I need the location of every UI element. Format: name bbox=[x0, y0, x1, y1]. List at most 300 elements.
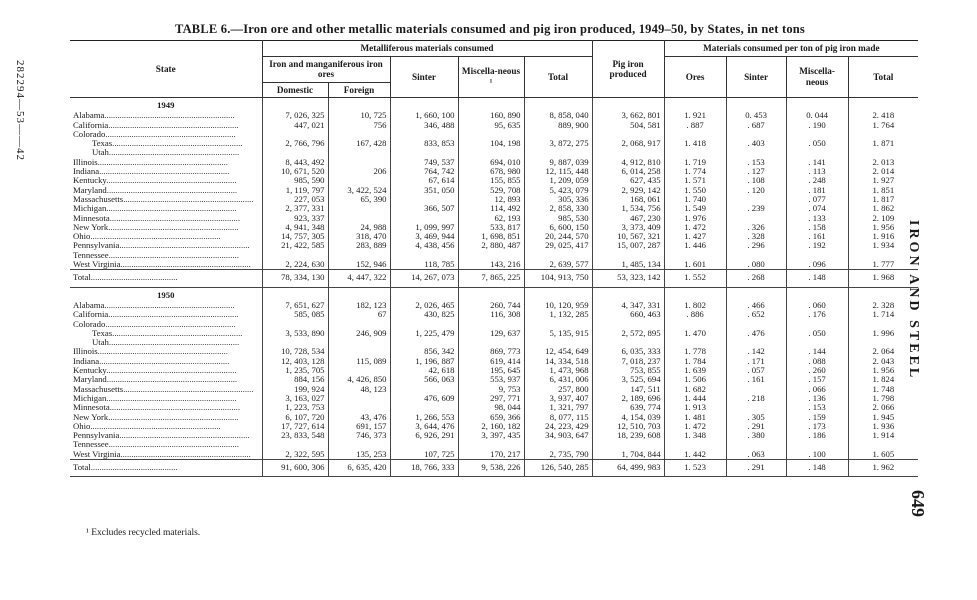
value-pig: 64, 499, 983 bbox=[592, 459, 664, 476]
value-misc: 2, 160, 182 bbox=[458, 422, 524, 431]
value-tot: 257, 800 bbox=[524, 385, 592, 394]
table-row bbox=[70, 260, 918, 270]
value-sin: 2, 026, 465 bbox=[390, 301, 458, 310]
value-ores: 1. 446 bbox=[664, 241, 726, 250]
value-tot: 2, 735, 790 bbox=[524, 450, 592, 460]
state-name: Pennsylvania bbox=[73, 431, 120, 441]
value-tot: 6, 600, 150 bbox=[524, 223, 592, 232]
value-dom: 17, 727, 614 bbox=[262, 422, 328, 431]
value-for: 115, 089 bbox=[328, 357, 390, 366]
state-cell bbox=[70, 223, 262, 232]
empty-cell bbox=[786, 287, 848, 301]
value-for bbox=[328, 204, 390, 213]
value-ores: . 887 bbox=[664, 121, 726, 130]
state-name: Alabama bbox=[73, 300, 105, 310]
header-state: State bbox=[70, 41, 262, 98]
value-for: 65, 390 bbox=[328, 195, 390, 204]
state-name: Texas bbox=[92, 139, 113, 149]
value-pig: 12, 510, 703 bbox=[592, 422, 664, 431]
leader-dots: ............................................................ bbox=[97, 347, 228, 357]
table-row bbox=[70, 450, 918, 460]
state-cell bbox=[70, 251, 262, 260]
table-body bbox=[70, 98, 918, 477]
value-dom: 4, 941, 348 bbox=[262, 223, 328, 232]
value-dom: 585, 085 bbox=[262, 310, 328, 319]
value-dom: 2, 377, 331 bbox=[262, 204, 328, 213]
table-row bbox=[70, 139, 918, 148]
state-name: Alabama bbox=[73, 111, 105, 121]
state-cell bbox=[70, 375, 262, 384]
value-misc: 1, 698, 851 bbox=[458, 232, 524, 241]
margin-code: 282294—53——42 bbox=[14, 60, 26, 161]
value-t2: 1. 851 bbox=[848, 186, 918, 195]
value-sin: 749, 537 bbox=[390, 158, 458, 167]
value-s2: . 296 bbox=[726, 241, 786, 250]
value-s2: . 268 bbox=[726, 270, 786, 287]
state-cell bbox=[70, 301, 262, 310]
value-pig: 3, 373, 409 bbox=[592, 223, 664, 232]
header-per-ton-group: Materials consumed per ton of pig iron made bbox=[664, 41, 918, 57]
empty-cell bbox=[592, 287, 664, 301]
table-container bbox=[70, 40, 898, 477]
value-misc: 260, 744 bbox=[458, 301, 524, 310]
value-for: 182, 123 bbox=[328, 301, 390, 310]
header-sinter: Sinter bbox=[390, 56, 458, 98]
state-cell bbox=[70, 167, 262, 176]
value-misc: 195, 645 bbox=[458, 366, 524, 375]
total-row bbox=[70, 270, 918, 287]
value-ores: 1. 740 bbox=[664, 195, 726, 204]
value-ores: 1. 682 bbox=[664, 385, 726, 394]
state-cell bbox=[70, 130, 262, 139]
value-m2: . 144 bbox=[786, 347, 848, 356]
header-misc: Miscella-neous ¹ bbox=[458, 56, 524, 98]
value-sin: 3, 469, 944 bbox=[390, 232, 458, 241]
value-tot: 8, 077, 115 bbox=[524, 413, 592, 422]
value-ores: 1. 472 bbox=[664, 422, 726, 431]
value-pig: 10, 567, 321 bbox=[592, 232, 664, 241]
value-m2: . 088 bbox=[786, 357, 848, 366]
value-ores: 1. 550 bbox=[664, 186, 726, 195]
value-dom: 8, 443, 492 bbox=[262, 158, 328, 167]
leader-dots: ............................................................ bbox=[99, 356, 230, 366]
value-tot: 29, 025, 417 bbox=[524, 241, 592, 250]
table-row bbox=[70, 431, 918, 440]
value-pig: 1, 704, 844 bbox=[592, 450, 664, 460]
value-t2: 2. 014 bbox=[848, 167, 918, 176]
leader-dots: ............................................................ bbox=[108, 250, 239, 260]
year-row bbox=[70, 98, 918, 112]
value-t2: 1. 605 bbox=[848, 450, 918, 460]
state-name: Illinois bbox=[73, 157, 98, 167]
value-pig: 467, 230 bbox=[592, 214, 664, 223]
leader-dots: ............................................................ bbox=[90, 232, 221, 242]
value-s2: . 687 bbox=[726, 121, 786, 130]
value-ores: 1. 774 bbox=[664, 167, 726, 176]
value-m2: . 181 bbox=[786, 186, 848, 195]
value-t2: 1. 714 bbox=[848, 310, 918, 319]
value-t2: 1. 996 bbox=[848, 329, 918, 338]
state-name: Colorado bbox=[73, 129, 106, 139]
value-misc: 12, 893 bbox=[458, 195, 524, 204]
state-cell bbox=[70, 158, 262, 167]
value-for: 206 bbox=[328, 167, 390, 176]
empty-cell bbox=[458, 98, 524, 112]
value-for: 318, 470 bbox=[328, 232, 390, 241]
value-s2: . 161 bbox=[726, 375, 786, 384]
value-dom: 12, 403, 128 bbox=[262, 357, 328, 366]
empty-cell bbox=[664, 98, 726, 112]
value-s2: . 328 bbox=[726, 232, 786, 241]
state-cell bbox=[70, 139, 262, 148]
value-dom: 3, 163, 027 bbox=[262, 394, 328, 403]
header-total-per-ton: Total bbox=[848, 56, 918, 98]
footnote: ¹ Excludes recycled materials. bbox=[86, 528, 201, 538]
value-dom: 10, 728, 534 bbox=[262, 347, 328, 356]
leader-dots: ............................................................ bbox=[119, 241, 250, 251]
value-dom: 2, 766, 796 bbox=[262, 139, 328, 148]
empty-cell bbox=[726, 98, 786, 112]
state-name: Texas bbox=[92, 328, 113, 338]
leader-dots: ............................................................ bbox=[108, 222, 239, 232]
value-m2: . 186 bbox=[786, 431, 848, 440]
value-t2: 1. 927 bbox=[848, 176, 918, 185]
value-ores: 1. 601 bbox=[664, 260, 726, 270]
value-m2: . 158 bbox=[786, 223, 848, 232]
value-m2: . 161 bbox=[786, 232, 848, 241]
value-sin: 6, 926, 291 bbox=[390, 431, 458, 440]
state-cell bbox=[70, 431, 262, 440]
value-dom: 21, 422, 585 bbox=[262, 241, 328, 250]
leader-dots: ........................................ bbox=[90, 272, 178, 283]
value-dom: 2, 224, 630 bbox=[262, 260, 328, 270]
leader-dots: ............................................................ bbox=[108, 440, 239, 450]
state-cell bbox=[70, 347, 262, 356]
value-misc: 869, 773 bbox=[458, 347, 524, 356]
value-t2: 1. 945 bbox=[848, 413, 918, 422]
value-for bbox=[328, 148, 390, 157]
leader-dots: ............................................................ bbox=[106, 393, 237, 403]
value-tot: 3, 872, 275 bbox=[524, 139, 592, 148]
state-cell bbox=[70, 260, 262, 270]
value-for: 283, 889 bbox=[328, 241, 390, 250]
value-s2: . 305 bbox=[726, 413, 786, 422]
value-pig: 6, 035, 333 bbox=[592, 347, 664, 356]
value-ores: 1. 442 bbox=[664, 450, 726, 460]
value-tot: 985, 530 bbox=[524, 214, 592, 223]
value-tot: 12, 454, 649 bbox=[524, 347, 592, 356]
empty-cell bbox=[786, 98, 848, 112]
year-label: 1949 bbox=[157, 100, 175, 110]
value-tot: 1, 209, 059 bbox=[524, 176, 592, 185]
value-sin: 14, 267, 073 bbox=[390, 270, 458, 287]
value-dom: 78, 334, 130 bbox=[262, 270, 328, 287]
leader-dots: ........................................ bbox=[90, 461, 178, 472]
header-foreign: Foreign bbox=[328, 82, 390, 98]
empty-cell bbox=[262, 98, 328, 112]
leader-dots: ............................................................ bbox=[108, 148, 240, 158]
value-ores: 1. 921 bbox=[664, 111, 726, 120]
value-tot: 2, 639, 577 bbox=[524, 260, 592, 270]
value-sin: 476, 609 bbox=[390, 394, 458, 403]
value-tot: 5, 423, 079 bbox=[524, 186, 592, 195]
state-name: Indiana bbox=[73, 356, 100, 366]
leader-dots: ............................................................ bbox=[123, 194, 254, 204]
leader-dots: ............................................................ bbox=[108, 338, 240, 348]
value-ores: 1. 506 bbox=[664, 375, 726, 384]
value-misc: 114, 492 bbox=[458, 204, 524, 213]
value-t2: 1. 748 bbox=[848, 385, 918, 394]
value-m2: . 176 bbox=[786, 310, 848, 319]
value-for bbox=[328, 338, 390, 347]
leader-dots: ............................................................ bbox=[109, 213, 240, 223]
value-s2: . 120 bbox=[726, 186, 786, 195]
state-cell bbox=[70, 385, 262, 394]
state-cell bbox=[70, 204, 262, 213]
value-s2: 0. 453 bbox=[726, 111, 786, 120]
state-name: Michigan bbox=[73, 204, 107, 214]
state-cell bbox=[70, 338, 262, 347]
value-dom: 1, 119, 797 bbox=[262, 186, 328, 195]
value-for: 43, 476 bbox=[328, 413, 390, 422]
value-s2: . 080 bbox=[726, 260, 786, 270]
leader-dots: ............................................................ bbox=[112, 328, 243, 338]
value-tot: 104, 913, 750 bbox=[524, 270, 592, 287]
value-sin: 42, 618 bbox=[390, 366, 458, 375]
value-m2: . 100 bbox=[786, 450, 848, 460]
header-ores: Ores bbox=[664, 56, 726, 98]
leader-dots: ............................................................ bbox=[90, 421, 221, 431]
value-pig: 15, 007, 287 bbox=[592, 241, 664, 250]
value-ores: 1. 571 bbox=[664, 176, 726, 185]
state-name: Utah bbox=[92, 338, 109, 348]
leader-dots: ............................................................ bbox=[108, 120, 239, 130]
state-cell bbox=[70, 121, 262, 130]
value-ores: 1. 418 bbox=[664, 139, 726, 148]
value-s2: . 057 bbox=[726, 366, 786, 375]
state-name: Illinois bbox=[73, 347, 98, 357]
state-name: Pennsylvania bbox=[73, 241, 120, 251]
empty-cell bbox=[592, 98, 664, 112]
value-ores: 1. 976 bbox=[664, 214, 726, 223]
value-misc: 2, 880, 487 bbox=[458, 241, 524, 250]
value-pig: 753, 855 bbox=[592, 366, 664, 375]
leader-dots: ............................................................ bbox=[119, 431, 250, 441]
state-name: Ohio bbox=[73, 421, 91, 431]
state-name: Total bbox=[73, 461, 91, 472]
state-name: Minnesota bbox=[73, 403, 110, 413]
value-dom: 2, 322, 595 bbox=[262, 450, 328, 460]
value-pig: 2, 572, 895 bbox=[592, 329, 664, 338]
value-ores: 1. 913 bbox=[664, 403, 726, 412]
value-s2: . 239 bbox=[726, 204, 786, 213]
state-name: Massachusetts bbox=[73, 384, 124, 394]
state-cell bbox=[70, 403, 262, 412]
state-name: Ohio bbox=[73, 232, 91, 242]
state-name: Colorado bbox=[73, 319, 106, 329]
value-ores: 1. 481 bbox=[664, 413, 726, 422]
value-m2: . 148 bbox=[786, 270, 848, 287]
empty-cell bbox=[328, 287, 390, 301]
running-head: IRON AND STEEL bbox=[906, 220, 921, 381]
value-for: 756 bbox=[328, 121, 390, 130]
value-misc: 533, 817 bbox=[458, 223, 524, 232]
value-sin: 4, 438, 456 bbox=[390, 241, 458, 250]
value-misc: 694, 010 bbox=[458, 158, 524, 167]
table-row bbox=[70, 375, 918, 384]
leader-dots: ............................................................ bbox=[106, 185, 238, 195]
value-sin: 18, 766, 333 bbox=[390, 459, 458, 476]
state-name: Total bbox=[73, 272, 91, 283]
value-sin: 67, 614 bbox=[390, 176, 458, 185]
empty-cell bbox=[848, 287, 918, 301]
value-s2: . 291 bbox=[726, 422, 786, 431]
value-misc: 9, 538, 226 bbox=[458, 459, 524, 476]
value-for: 48, 123 bbox=[328, 385, 390, 394]
state-cell bbox=[70, 195, 262, 204]
leader-dots: ............................................................ bbox=[106, 176, 237, 186]
value-m2: . 066 bbox=[786, 385, 848, 394]
value-t2: 1. 936 bbox=[848, 422, 918, 431]
value-pig: 639, 774 bbox=[592, 403, 664, 412]
value-pig: 2, 068, 917 bbox=[592, 139, 664, 148]
empty-cell bbox=[848, 98, 918, 112]
value-sin: 1, 099, 997 bbox=[390, 223, 458, 232]
state-name: Utah bbox=[92, 148, 109, 158]
value-pig: 6, 014, 258 bbox=[592, 167, 664, 176]
value-pig: 1, 485, 134 bbox=[592, 260, 664, 270]
value-s2: . 218 bbox=[726, 394, 786, 403]
value-sin: 856, 342 bbox=[390, 347, 458, 356]
empty-cell bbox=[524, 98, 592, 112]
value-misc: 529, 708 bbox=[458, 186, 524, 195]
state-cell bbox=[70, 214, 262, 223]
value-tot: 34, 903, 647 bbox=[524, 431, 592, 440]
value-t2: 1. 916 bbox=[848, 232, 918, 241]
total-row bbox=[70, 459, 918, 476]
state-name: Maryland bbox=[73, 375, 107, 385]
value-misc: 9, 753 bbox=[458, 385, 524, 394]
value-ores: 1. 472 bbox=[664, 223, 726, 232]
state-cell bbox=[70, 440, 262, 449]
value-sin: 566, 063 bbox=[390, 375, 458, 384]
value-pig: 2, 929, 142 bbox=[592, 186, 664, 195]
state-cell bbox=[70, 366, 262, 375]
state-cell bbox=[70, 357, 262, 366]
value-s2: . 153 bbox=[726, 158, 786, 167]
value-pig: 53, 323, 142 bbox=[592, 270, 664, 287]
value-for: 167, 428 bbox=[328, 139, 390, 148]
value-misc: 659, 366 bbox=[458, 413, 524, 422]
state-name: West Virginia bbox=[73, 449, 121, 459]
value-t2: 1. 817 bbox=[848, 195, 918, 204]
value-m2: . 050 bbox=[786, 139, 848, 148]
header-iron-ores: Iron and manganiferous iron ores bbox=[262, 56, 390, 82]
value-ores: 1. 523 bbox=[664, 459, 726, 476]
value-dom: 985, 590 bbox=[262, 176, 328, 185]
value-sin: 346, 488 bbox=[390, 121, 458, 130]
state-name: West Virginia bbox=[73, 260, 121, 270]
header-total: Total bbox=[524, 56, 592, 98]
value-pig: 504, 581 bbox=[592, 121, 664, 130]
value-dom: 447, 021 bbox=[262, 121, 328, 130]
value-sin: 1, 266, 553 bbox=[390, 413, 458, 422]
state-name: California bbox=[73, 310, 109, 320]
value-ores: 1. 427 bbox=[664, 232, 726, 241]
value-dom: 1, 235, 705 bbox=[262, 366, 328, 375]
table-row bbox=[70, 329, 918, 338]
value-t2: 1. 764 bbox=[848, 121, 918, 130]
value-tot: 10, 120, 959 bbox=[524, 301, 592, 310]
value-t2: 1. 914 bbox=[848, 431, 918, 440]
value-m2: . 153 bbox=[786, 403, 848, 412]
value-t2: 1. 777 bbox=[848, 260, 918, 270]
state-name: Maryland bbox=[73, 185, 107, 195]
state-cell bbox=[70, 148, 262, 157]
value-ores: 1. 784 bbox=[664, 357, 726, 366]
empty-cell bbox=[262, 287, 328, 301]
value-pig: 7, 018, 237 bbox=[592, 357, 664, 366]
value-misc: 553, 937 bbox=[458, 375, 524, 384]
value-dom: 227, 053 bbox=[262, 195, 328, 204]
state-cell bbox=[70, 422, 262, 431]
page-number: 649 bbox=[908, 490, 928, 517]
state-cell bbox=[70, 394, 262, 403]
value-misc: 62, 193 bbox=[458, 214, 524, 223]
value-s2: . 142 bbox=[726, 347, 786, 356]
value-sin: 351, 050 bbox=[390, 186, 458, 195]
state-cell bbox=[70, 232, 262, 241]
value-for: 246, 909 bbox=[328, 329, 390, 338]
table-title: TABLE 6.—Iron ore and other metallic materials consumed and pig iron produced, 1949–50, by States, in net tons bbox=[174, 22, 806, 36]
value-m2: . 173 bbox=[786, 422, 848, 431]
empty-cell bbox=[390, 287, 458, 301]
year-row bbox=[70, 287, 918, 301]
empty-cell bbox=[524, 287, 592, 301]
state-name: Kentucky bbox=[73, 366, 107, 376]
value-tot: 2, 858, 330 bbox=[524, 204, 592, 213]
value-dom: 884, 156 bbox=[262, 375, 328, 384]
value-pig: 4, 154, 039 bbox=[592, 413, 664, 422]
data-table bbox=[70, 40, 918, 477]
value-misc: 678, 980 bbox=[458, 167, 524, 176]
value-misc: 619, 414 bbox=[458, 357, 524, 366]
value-tot: 5, 135, 915 bbox=[524, 329, 592, 338]
state-name: New York bbox=[73, 222, 109, 232]
value-ores: 1. 444 bbox=[664, 394, 726, 403]
value-t2: 2. 013 bbox=[848, 158, 918, 167]
value-ores: 1. 470 bbox=[664, 329, 726, 338]
state-cell bbox=[70, 450, 262, 460]
value-pig: 1, 534, 756 bbox=[592, 204, 664, 213]
value-m2: . 136 bbox=[786, 394, 848, 403]
value-pig: 147, 511 bbox=[592, 385, 664, 394]
value-t2: 1. 934 bbox=[848, 241, 918, 250]
leader-dots: ............................................................ bbox=[108, 310, 239, 320]
value-misc: 95, 635 bbox=[458, 121, 524, 130]
value-misc: 155, 855 bbox=[458, 176, 524, 185]
value-m2: . 148 bbox=[786, 459, 848, 476]
value-ores: 1. 549 bbox=[664, 204, 726, 213]
value-t2: 1. 962 bbox=[848, 459, 918, 476]
state-cell bbox=[70, 241, 262, 250]
state-name: Tennessee bbox=[73, 250, 109, 260]
value-t2: 2. 109 bbox=[848, 214, 918, 223]
value-sin: 1, 660, 100 bbox=[390, 111, 458, 120]
value-pig: 2, 189, 696 bbox=[592, 394, 664, 403]
value-misc: 98, 044 bbox=[458, 403, 524, 412]
value-tot: 9, 887, 039 bbox=[524, 158, 592, 167]
